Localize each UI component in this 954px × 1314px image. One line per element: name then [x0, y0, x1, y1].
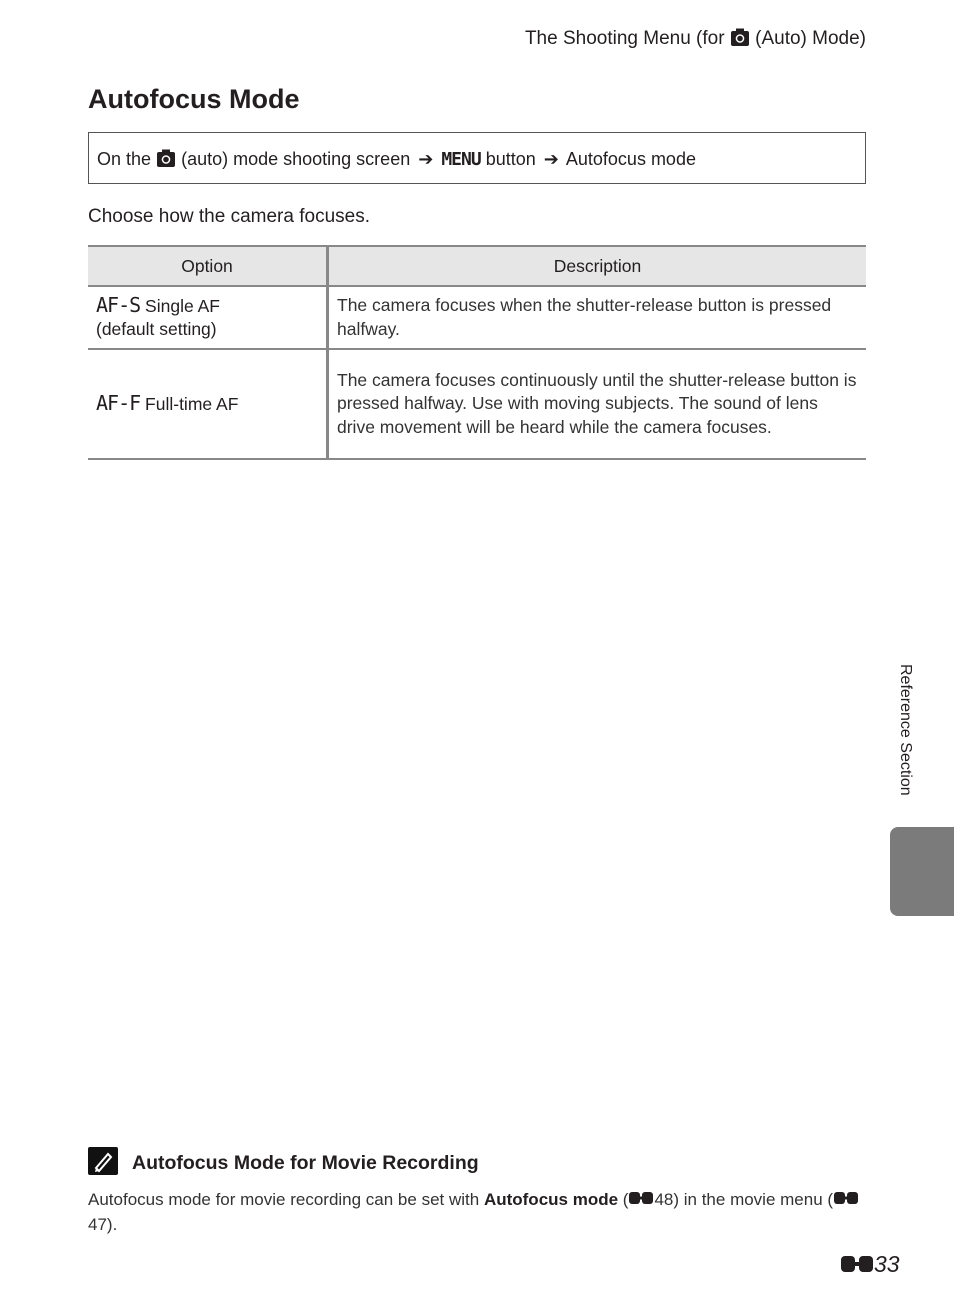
camera-icon — [730, 27, 750, 53]
note-text: Autofocus mode for movie recording can be set with — [88, 1190, 480, 1209]
page-number — [840, 1251, 900, 1280]
arrow-right-icon: ➔ — [418, 149, 434, 169]
note-ref-number: 47 — [88, 1214, 107, 1234]
note-text: ) in the movie menu ( — [673, 1190, 834, 1209]
column-header-description: Description — [328, 246, 867, 286]
nav-part3: button — [485, 149, 536, 169]
reference-icon — [833, 1189, 859, 1213]
nav-part2: (auto) mode shooting screen — [181, 149, 411, 169]
arrow-right-icon: ➔ — [543, 149, 559, 169]
reference-icon — [840, 1253, 874, 1280]
side-tab-label: Reference Section — [897, 664, 914, 796]
navigation-path-box — [88, 132, 866, 184]
options-table — [88, 245, 866, 460]
note-ref-number: 48 — [654, 1190, 674, 1209]
option-name: Full-time AF — [145, 393, 239, 414]
side-tab-marker — [890, 827, 954, 916]
page-number-value: 33 — [874, 1251, 900, 1277]
note-title: Autofocus Mode for Movie Recording — [132, 1152, 479, 1174]
reference-icon — [628, 1189, 654, 1213]
running-header — [525, 27, 866, 53]
option-name: Single AF — [145, 295, 220, 316]
header-text-before: The Shooting Menu (for — [524, 28, 725, 49]
note-body — [88, 1188, 868, 1236]
pencil-note-icon — [88, 1147, 118, 1175]
option-note: (default setting) — [96, 319, 217, 339]
column-header-option: Option — [88, 246, 328, 286]
table-header-row — [88, 246, 866, 286]
description-cell: The camera focuses continuously until the shutter-release button is pressed halfway. Use with moving subjects. The sound of lens drive movement will be heard while the camera focuses. — [328, 349, 867, 459]
table-row — [88, 286, 866, 349]
table-row — [88, 349, 866, 459]
af-s-icon: AF-S — [96, 292, 141, 317]
option-cell — [88, 349, 328, 459]
note-bold-term: Autofocus mode — [483, 1190, 619, 1209]
page-title: Autofocus Mode — [88, 84, 300, 114]
option-cell — [88, 286, 328, 349]
menu-button-label: MENU — [441, 149, 481, 170]
nav-part4: Autofocus mode — [565, 149, 696, 169]
af-f-icon: AF-F — [96, 390, 141, 415]
intro-text: Choose how the camera focuses. — [88, 206, 370, 227]
camera-icon — [156, 136, 176, 188]
description-cell: The camera focuses when the shutter-release button is pressed halfway. — [328, 286, 867, 349]
nav-part1: On the — [97, 149, 152, 169]
note-text: ). — [106, 1214, 118, 1234]
note-text: ( — [622, 1190, 629, 1209]
header-text-after: (Auto) Mode) — [755, 28, 866, 49]
